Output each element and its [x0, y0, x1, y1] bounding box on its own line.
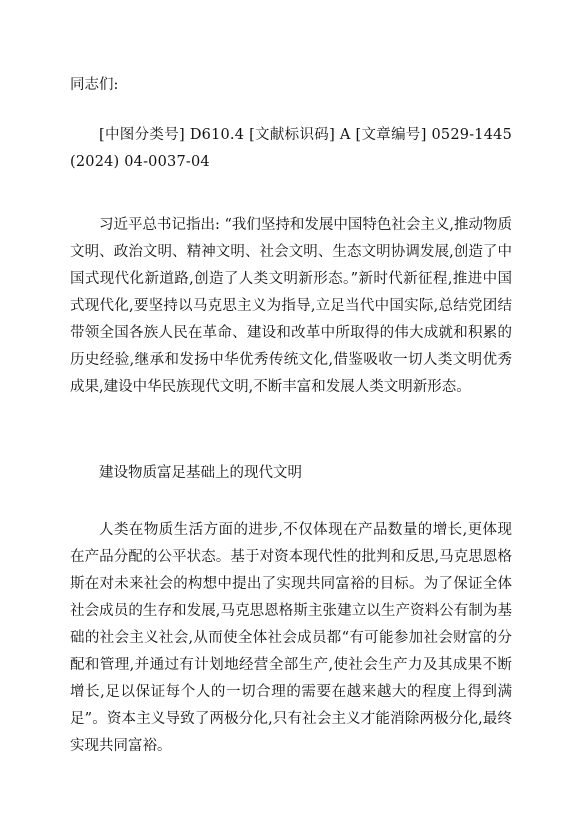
classification-meta: [中图分类号] D610.4 [文献标识码] A [文章编号] 0529-1445 (2024) 04-0037-04: [70, 127, 512, 170]
salutation: 同志们:: [70, 77, 119, 93]
section-heading: 建设物质富足基础上的现代文明: [99, 465, 302, 481]
body-paragraph-1: 习近平总书记指出: “我们坚持和发展中国特色社会主义,推动物质文明、政治文明、精神文明、社会文明、生态文明协调发展,创造了中国式现代化新道路,创造了人类文明新形态。”新时代新征程,推进中国式现代化,要坚持以马克思主义为指导,立足当代中国实际,总结党团结带领全国各族人民在革命、建设和改革中所取得的伟大成就和积累的历史经验,继承和发扬中华优秀传统文化,借鉴吸收一切人类文明优秀成果,建设中华民族现代文明,不断丰富和发展人类文明新形态。: [70, 217, 513, 395]
body-paragraph-2: 人类在物质生活方面的进步,不仅体现在产品数量的增长,更体现在产品分配的公平状态。基于对资本现代性的批判和反思,马克思恩格斯在对未来社会的构想中提出了实现共同富裕的目标。为了保证全体社会成员的生存和发展,马克思恩格斯主张建立以生产资料公有制为基础的社会主义社会,从而使全体社会成员都“有可能参加社会财富的分配和管理,并通过有计划地经营全部生产,使社会生产力及其成果不断增长,足以保证每个人的一切合理的需要在越来越大的程度上得到满足”。资本主义导致了两极分化,只有社会主义才能消除两极分化,最终实现共同富裕。: [70, 522, 512, 754]
